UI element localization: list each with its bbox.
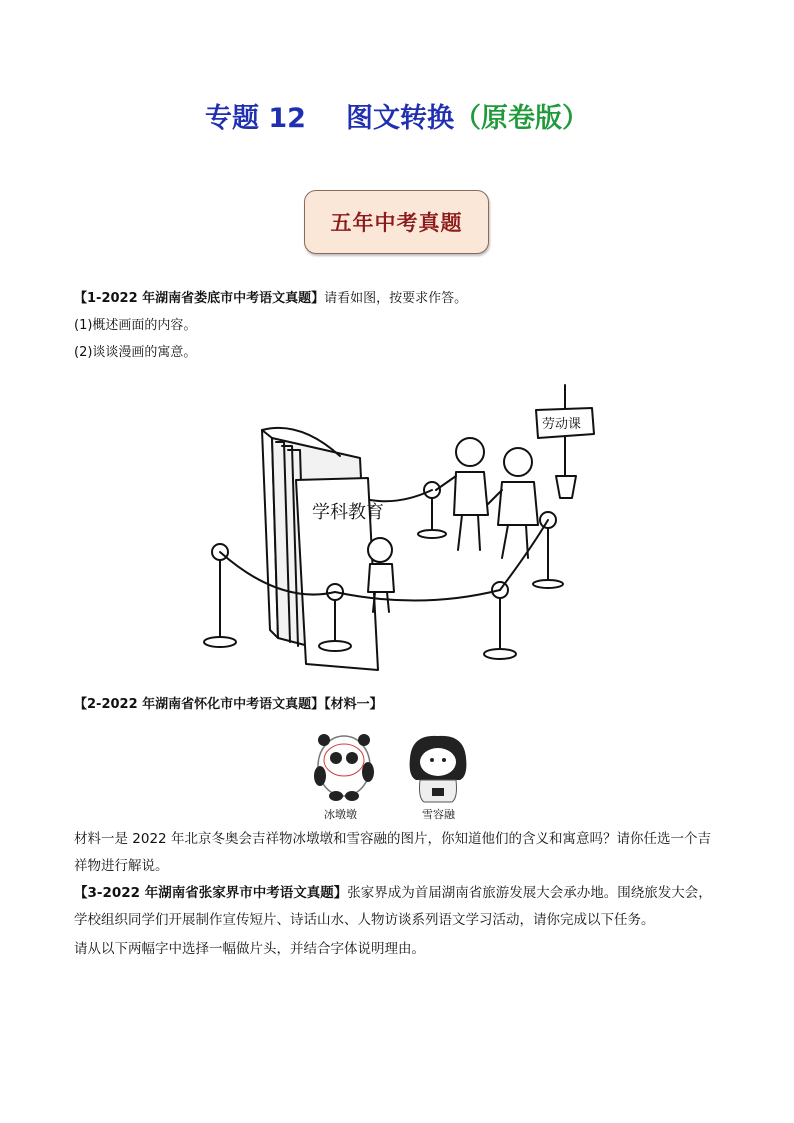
q2-text: 材料一是 2022 年北京冬奥会吉祥物冰墩墩和雪容融的图片，你知道他们的含义和寓意吗？请你任选一个吉祥物进行解说。 bbox=[74, 831, 711, 874]
q3-source: 【3-2022 年湖南省张家界市中考语文真题】 bbox=[74, 885, 348, 901]
q1-item-2: (2)谈谈漫画的寓意。 bbox=[74, 345, 197, 360]
q1-item-1: (1)概述画面的内容。 bbox=[74, 318, 197, 333]
title-main: 专题 12 bbox=[205, 103, 306, 134]
q3-instruction: 请从以下两幅字中选择一幅做片头，并结合字体说明理由。 bbox=[74, 941, 425, 957]
q3-text: 张家界成为首届湖南省旅游发展大会承办地。围绕旅发大会，学校组织同学们开展制作宣传短片、诗话山水、人物访谈系列语文学习活动，请你完成以下任务。 bbox=[74, 885, 712, 928]
sign-label: 劳动课 bbox=[542, 417, 582, 432]
mascot-label-2: 雪容融 bbox=[422, 808, 455, 821]
book-label: 学科教育 bbox=[312, 502, 384, 523]
title-sub: （原卷版） bbox=[453, 103, 589, 134]
section-label: 五年中考真题 bbox=[330, 210, 463, 235]
section-label-box bbox=[304, 190, 489, 254]
page-title bbox=[0, 96, 794, 135]
q3-paragraph bbox=[74, 880, 724, 934]
cartoon-illustration bbox=[200, 380, 600, 680]
q2-heading bbox=[74, 696, 383, 714]
mascot-label-1: 冰墩墩 bbox=[324, 808, 357, 821]
q1-source: 【1-2022 年湖南省娄底市中考语文真题】 bbox=[74, 291, 325, 306]
q2-source: 【2-2022 年湖南省怀化市中考语文真题】 bbox=[74, 697, 325, 712]
title-topic: 图文转换 bbox=[345, 103, 454, 134]
q1-prompt: 请看如图，按要求作答。 bbox=[324, 291, 468, 306]
mascot-illustration bbox=[300, 728, 480, 823]
bing-dwen-dwen-icon bbox=[314, 734, 374, 801]
shuey-rhon-rhon-icon bbox=[410, 736, 467, 802]
q2-material-label: 【材料一】 bbox=[324, 697, 383, 712]
q1-line bbox=[74, 290, 467, 308]
